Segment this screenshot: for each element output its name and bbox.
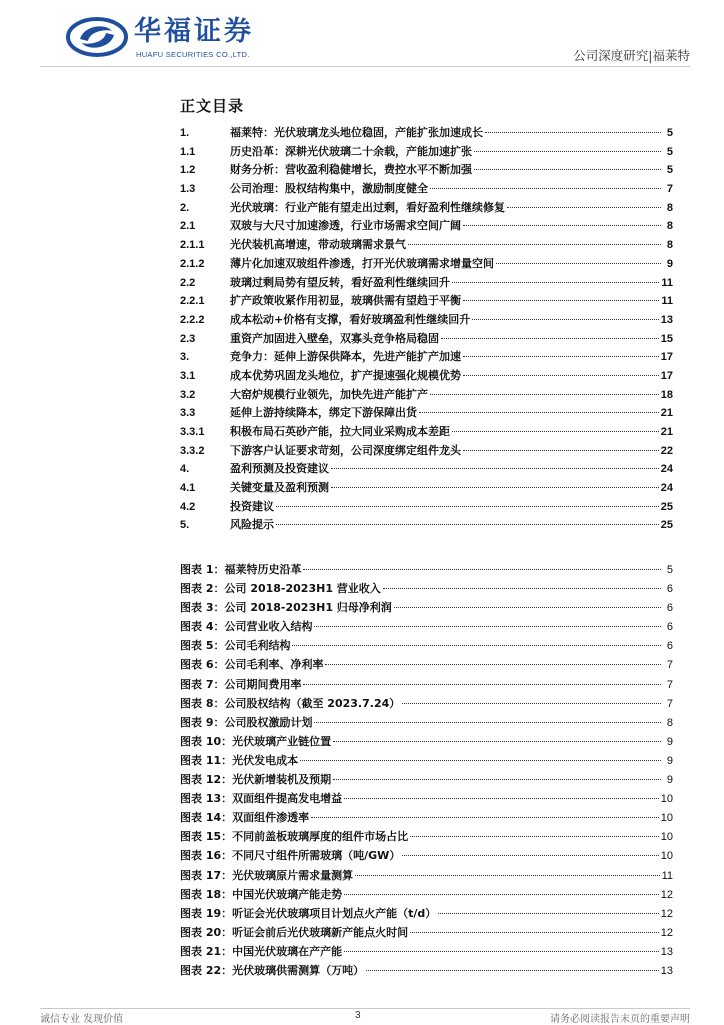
toc-entry-title: 关键变量及盈利预测 [230, 481, 329, 495]
toc-entry-title: 延伸上游持续降本，绑定下游保障出货 [230, 406, 417, 420]
footer-divider [40, 1008, 690, 1009]
toc-entry-page: 22 [660, 444, 673, 457]
toc-entry-page: 15 [660, 332, 673, 345]
toc-entry-title: 历史沿革：深耕光伏玻璃二十余载，产能加速扩张 [230, 144, 472, 158]
dot-leader [311, 817, 659, 818]
figure-entry[interactable] [180, 828, 673, 847]
dot-leader [300, 760, 661, 761]
dot-leader [419, 412, 659, 413]
figure-entry-page: 6 [666, 583, 673, 596]
figure-entry-page: 5 [666, 564, 673, 576]
figure-entry-page: 7 [666, 678, 673, 691]
figure-entry[interactable] [180, 599, 673, 618]
figure-entry[interactable] [180, 943, 673, 962]
figure-entry-page: 10 [660, 850, 673, 863]
figure-entry-page: 11 [661, 869, 673, 882]
dot-leader [314, 626, 661, 627]
toc-entry-title: 光伏玻璃：行业产能有望走出过剩，看好盈利性继续修复 [230, 200, 505, 214]
toc-entry[interactable] [180, 124, 673, 143]
figure-entry-title: 图表 1：福莱特历史沿革 [180, 563, 302, 576]
toc-entry-number: 3. [180, 351, 190, 364]
toc-entry[interactable] [180, 292, 673, 311]
figure-entry[interactable] [180, 886, 673, 905]
toc-entry-title: 下游客户认证要求苛刻，公司深度绑定组件龙头 [230, 443, 461, 457]
toc-entry-title: 大窑炉规模行业领先，加快先进产能扩产 [230, 387, 428, 401]
figure-entry[interactable] [180, 580, 673, 599]
dot-leader [463, 300, 659, 301]
dot-leader [331, 487, 659, 488]
toc-entry-number: 5. [180, 519, 190, 532]
toc-entry-title: 竞争力：延伸上游保供降本，先进产能扩产加速 [230, 350, 461, 364]
toc-entry-page: 17 [660, 369, 673, 382]
toc-entry-number: 1.1 [180, 145, 196, 158]
dot-leader [333, 741, 661, 742]
toc-entry-page: 8 [666, 239, 673, 252]
toc-entry-number: 1.2 [180, 164, 196, 177]
table-of-contents [180, 124, 673, 535]
figure-entry-page: 13 [660, 945, 673, 958]
toc-entry-number: 4.1 [180, 482, 196, 495]
dot-leader [355, 875, 659, 876]
dot-leader [344, 798, 659, 799]
toc-entry[interactable] [180, 367, 673, 386]
toc-entry-title: 福莱特：光伏玻璃龙头地位稳固，产能扩张加速成长 [230, 126, 483, 139]
dot-leader [463, 225, 661, 226]
company-name-en: HUAFU SECURITIES CO.,LTD. [136, 50, 250, 59]
dot-leader [303, 684, 661, 685]
figure-entry-page: 7 [666, 697, 673, 710]
toc-entry-number: 2.1.1 [180, 239, 205, 252]
toc-entry-page: 25 [660, 519, 673, 532]
figure-entry-page: 9 [666, 754, 673, 767]
figure-entry[interactable] [180, 714, 673, 733]
toc-entry[interactable] [180, 404, 673, 423]
toc-entry-title: 成本优势巩固龙头地位，扩产提速强化规模优势 [230, 368, 461, 382]
toc-entry-number: 3.1 [180, 369, 196, 382]
toc-entry-title: 财务分析：营收盈利稳健增长，费控水平不断加强 [230, 163, 472, 177]
toc-entry[interactable] [180, 330, 673, 349]
toc-entry[interactable] [180, 217, 673, 236]
figure-entry-page: 12 [660, 926, 673, 939]
toc-entry-number: 2.1 [180, 220, 196, 233]
figure-entry[interactable] [180, 656, 673, 675]
toc-entry[interactable] [180, 255, 673, 274]
page-header [0, 0, 724, 70]
figure-entry[interactable] [180, 752, 673, 771]
footer-slogan: 诚信专业 发现价值 [40, 1014, 124, 1025]
figure-entry-page: 7 [666, 659, 673, 672]
dot-leader [430, 188, 661, 189]
toc-entry[interactable] [180, 348, 673, 367]
figure-entry[interactable] [180, 847, 673, 866]
toc-entry[interactable] [180, 180, 673, 199]
toc-entry-page: 11 [661, 295, 673, 308]
toc-entry-number: 4. [180, 463, 190, 476]
figure-entry-page: 8 [666, 716, 673, 729]
figure-entry-title: 图表 2：公司 2018-2023H1 营业收入 [180, 582, 381, 596]
toc-entry-number: 4.2 [180, 500, 196, 513]
dot-leader [485, 132, 661, 133]
figure-entry[interactable] [180, 695, 673, 714]
toc-entry[interactable] [180, 161, 673, 180]
figure-entry-title: 图表 12：光伏新增装机及预期 [180, 773, 332, 787]
toc-entry-number: 2. [180, 201, 190, 214]
toc-entry-page: 24 [660, 463, 673, 476]
figure-entry-title: 图表 4：公司营业收入结构 [180, 620, 313, 634]
figure-entry[interactable] [180, 771, 673, 790]
figure-entry[interactable] [180, 618, 673, 637]
toc-entry[interactable] [180, 498, 673, 517]
toc-entry-number: 3.3 [180, 407, 196, 420]
toc-entry-page: 24 [660, 482, 673, 495]
dot-leader [496, 263, 661, 264]
toc-entry[interactable] [180, 386, 673, 405]
toc-entry-title: 盈利预测及投资建议 [230, 462, 329, 476]
toc-entry-title: 薄片化加速双玻组件渗透，打开光伏玻璃需求增量空间 [230, 256, 494, 270]
dot-leader [276, 506, 659, 507]
report-type-label: 公司深度研究|福莱特 [573, 48, 690, 63]
figure-entry[interactable] [180, 561, 673, 580]
figure-entry-page: 9 [666, 774, 673, 787]
toc-entry[interactable] [180, 199, 673, 218]
toc-entry[interactable] [180, 460, 673, 479]
dot-leader [452, 431, 659, 432]
toc-entry-page: 11 [661, 276, 673, 289]
figure-entry[interactable] [180, 790, 673, 809]
toc-entry-title: 光伏装机高增速，带动玻璃需求景气 [230, 238, 406, 252]
toc-entry-number: 2.2.1 [180, 295, 205, 308]
figure-entry-title: 图表 8：公司股权结构（截至 2023.7.24） [180, 696, 401, 710]
figure-entry-title: 图表 10：光伏玻璃产业链位置 [180, 734, 332, 748]
figure-entry-page: 6 [666, 640, 673, 653]
dot-leader [331, 468, 659, 469]
dot-leader [276, 524, 659, 525]
toc-entry-page: 5 [666, 164, 673, 177]
dot-leader [452, 282, 659, 283]
dot-leader [344, 894, 659, 895]
toc-entry-page: 17 [660, 351, 673, 364]
company-name-cn: 华福证券 [134, 16, 254, 47]
toc-entry-number: 3.2 [180, 388, 196, 401]
figure-entry-page: 12 [660, 888, 673, 901]
toc-entry-page: 9 [666, 257, 673, 270]
toc-entry-title: 成本松动+价格有支撑，看好玻璃盈利性继续回升 [230, 312, 471, 326]
dot-leader [474, 169, 661, 170]
figure-list [180, 561, 673, 981]
toc-entry-page: 21 [660, 407, 673, 420]
toc-entry-number: 3.3.2 [180, 444, 205, 457]
figure-entry[interactable] [180, 962, 673, 981]
dot-leader [344, 951, 659, 952]
dot-leader [303, 569, 661, 570]
toc-entry-title: 双玻与大尺寸加速渗透，行业市场需求空间广阔 [230, 219, 461, 233]
figure-entry-page: 9 [666, 735, 673, 748]
toc-entry-page: 8 [666, 220, 673, 233]
dot-leader [463, 356, 659, 357]
dot-leader [325, 664, 661, 665]
dot-leader [383, 588, 661, 589]
toc-entry[interactable] [180, 423, 673, 442]
figure-entry-title: 图表 19：听证会光伏玻璃项目计划点火产能（t/d） [180, 906, 437, 920]
header-divider [40, 66, 690, 67]
toc-entry-title: 积极布局石英砂产能，拉大同业采购成本差距 [230, 425, 450, 438]
toc-entry[interactable] [180, 442, 673, 461]
toc-entry-page: 5 [666, 127, 673, 139]
figure-entry[interactable] [180, 676, 673, 695]
toc-entry-title: 投资建议 [230, 499, 274, 513]
figure-entry-title: 图表 7：公司期间费用率 [180, 677, 302, 691]
figure-entry-title: 图表 16：不同尺寸组件所需玻璃（吨/GW） [180, 849, 401, 863]
figure-entry[interactable] [180, 867, 673, 886]
figure-entry-page: 6 [666, 602, 673, 615]
dot-leader [292, 645, 661, 646]
figure-entry-title: 图表 21：中国光伏玻璃在产产能 [180, 944, 343, 958]
figure-entry-title: 图表 3：公司 2018-2023H1 归母净利润 [180, 601, 392, 615]
dot-leader [430, 394, 659, 395]
page-number: 3 [355, 1010, 361, 1021]
dot-leader [438, 913, 658, 914]
dot-leader [402, 703, 661, 704]
toc-entry-number: 3.3.1 [180, 426, 205, 438]
figure-entry-title: 图表 14：双面组件渗透率 [180, 811, 310, 825]
figure-entry-title: 图表 13：双面组件提高发电增益 [180, 792, 343, 806]
dot-leader [463, 375, 659, 376]
toc-entry-number: 2.2 [180, 276, 196, 289]
dot-leader [333, 779, 661, 780]
figure-entry-title: 图表 5：公司毛利结构 [180, 639, 291, 653]
toc-entry-page: 8 [666, 201, 673, 214]
toc-entry-number: 2.3 [180, 332, 196, 345]
dot-leader [394, 607, 661, 608]
figure-entry[interactable] [180, 905, 673, 924]
figure-entry[interactable] [180, 924, 673, 943]
figure-entry-title: 图表 15：不同前盖板玻璃厚度的组件市场占比 [180, 830, 409, 844]
toc-entry[interactable] [180, 274, 673, 293]
toc-entry[interactable] [180, 236, 673, 255]
toc-entry-number: 1.3 [180, 183, 196, 196]
figure-entry[interactable] [180, 809, 673, 828]
footer-disclaimer: 请务必阅读报告末页的重要声明 [550, 1014, 690, 1025]
toc-entry[interactable] [180, 479, 673, 498]
toc-entry-page: 7 [666, 183, 673, 196]
toc-entry-page: 13 [660, 313, 673, 326]
dot-leader [474, 151, 661, 152]
dot-leader [410, 932, 659, 933]
figure-entry-title: 图表 6：公司毛利率、净利率 [180, 658, 324, 672]
toc-entry-number: 1. [180, 127, 190, 139]
figure-entry-page: 6 [666, 621, 673, 634]
toc-entry-title: 玻璃过剩局势有望反转，看好盈利性继续回升 [230, 275, 450, 289]
toc-entry-page: 21 [660, 426, 673, 438]
dot-leader [314, 722, 661, 723]
figure-entry-page: 10 [660, 793, 673, 806]
figure-entry-title: 图表 18：中国光伏玻璃产能走势 [180, 887, 343, 901]
toc-entry-title: 扩产政策收紧作用初显，玻璃供需有望趋于平衡 [230, 294, 461, 308]
figure-entry-page: 10 [660, 831, 673, 844]
toc-entry[interactable] [180, 143, 673, 162]
toc-entry-number: 2.1.2 [180, 257, 205, 270]
toc-entry-number: 2.2.2 [180, 313, 205, 326]
dot-leader [402, 855, 658, 856]
dot-leader [463, 450, 659, 451]
toc-entry-page: 25 [660, 500, 673, 513]
figure-entry-title: 图表 17：光伏玻璃原片需求量测算 [180, 868, 354, 882]
dot-leader [408, 244, 661, 245]
figure-entry[interactable] [180, 637, 673, 656]
figure-entry-page: 10 [660, 812, 673, 825]
toc-entry-title: 风险提示 [230, 518, 274, 532]
dot-leader [441, 338, 659, 339]
toc-entry-title: 公司治理：股权结构集中，激励制度健全 [230, 182, 428, 196]
figure-entry-title: 图表 22：光伏玻璃供需测算（万吨） [180, 963, 365, 977]
dot-leader [410, 836, 659, 837]
toc-title: 正文目录 [180, 97, 245, 115]
toc-entry-title: 重资产加固进入壁垒，双寡头竞争格局稳固 [230, 331, 439, 345]
figure-entry-title: 图表 9：公司股权激励计划 [180, 715, 313, 729]
toc-entry[interactable] [180, 516, 673, 535]
dot-leader [507, 207, 661, 208]
dot-leader [366, 970, 659, 971]
figure-entry[interactable] [180, 733, 673, 752]
figure-entry-page: 12 [660, 907, 673, 920]
dot-leader [472, 319, 659, 320]
figure-entry-title: 图表 20：听证会前后光伏玻璃新产能点火时间 [180, 925, 409, 939]
toc-entry-page: 5 [666, 145, 673, 158]
toc-entry[interactable] [180, 311, 673, 330]
figure-entry-page: 13 [660, 964, 673, 977]
figure-entry-title: 图表 11：光伏发电成本 [180, 753, 299, 767]
toc-entry-page: 18 [660, 388, 673, 401]
huafu-logo-icon [66, 17, 128, 57]
